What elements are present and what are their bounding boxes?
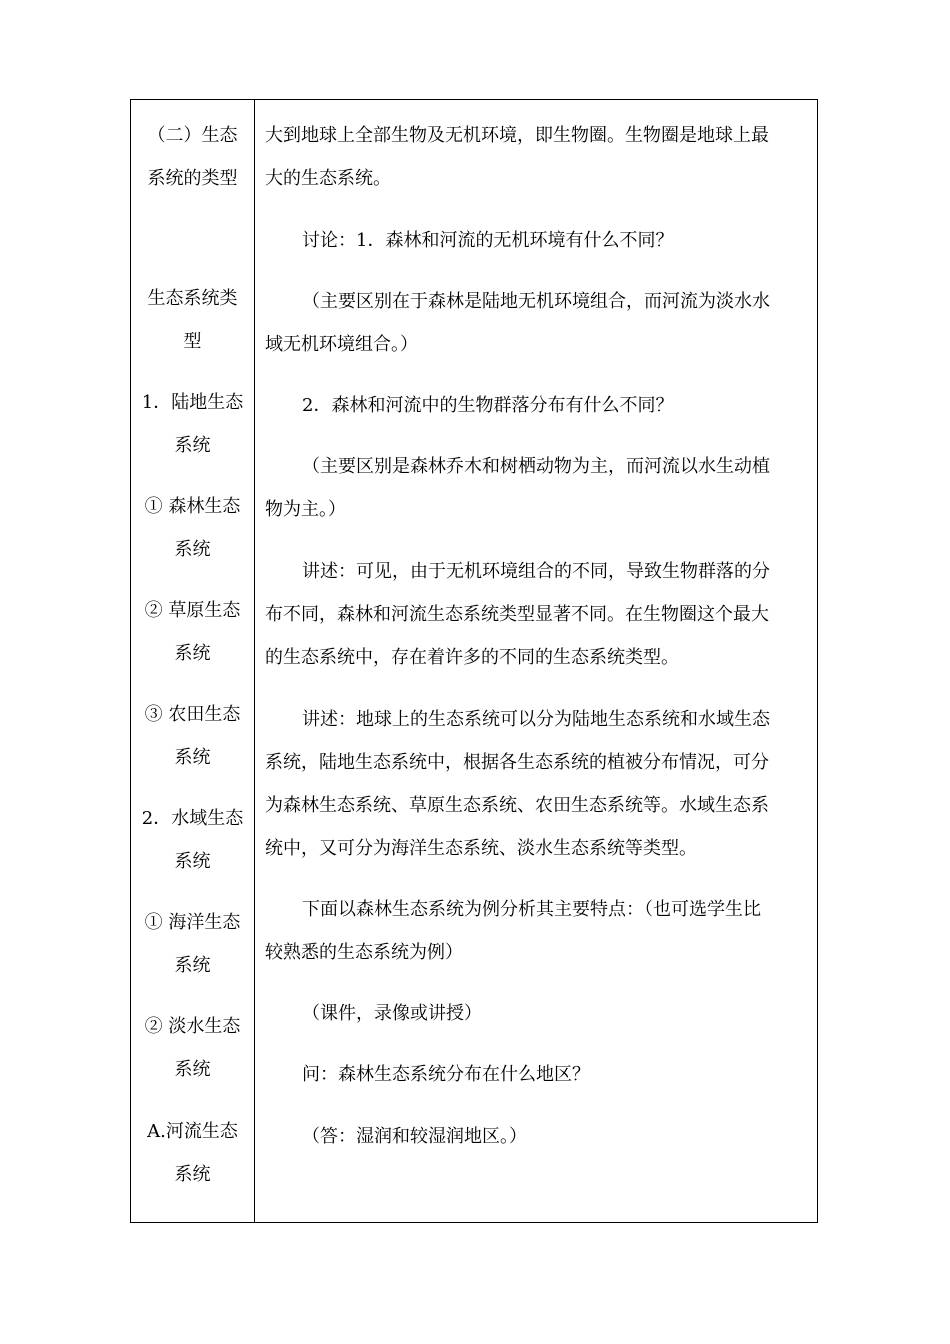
paragraph-line: 统中，又可分为海洋生态系统、淡水生态系统等类型。 (265, 838, 697, 859)
outline-line: 系统 (174, 643, 211, 664)
paragraph-line: 大的生态系统。 (265, 168, 391, 189)
outline-line: 1．陆地生态 (141, 392, 244, 413)
outline-line: 系统 (174, 955, 211, 976)
column-divider (254, 100, 255, 1222)
outline-line: 生态系统类 (147, 288, 238, 309)
outline-line: ① 森林生态 (144, 496, 241, 517)
outline-line: 型 (183, 331, 202, 352)
outline-line: 系统 (174, 851, 211, 872)
paragraph-line: （课件，录像或讲授） (302, 1003, 482, 1024)
paragraph-line: 下面以森林生态系统为例分析其主要特点：（也可选学生比 (302, 899, 761, 920)
outline-line: 系统的类型 (147, 168, 238, 189)
paragraph-line: 的生态系统中，存在着许多的不同的生态系统类型。 (265, 647, 679, 668)
outline-line: A.河流生态 (147, 1121, 238, 1142)
paragraph-line: （主要区别在于森林是陆地无机环境组合，而河流为淡水水 (302, 291, 770, 312)
outline-line: 系统 (174, 1059, 211, 1080)
paragraph-line: 大到地球上全部生物及无机环境，即生物圈。生物圈是地球上最 (265, 125, 769, 146)
outline-line: ② 淡水生态 (144, 1016, 241, 1037)
outline-line: 系统 (174, 747, 211, 768)
paragraph-line: 系统，陆地生态系统中，根据各生态系统的植被分布情况，可分 (265, 752, 769, 773)
outline-line: 系统 (174, 1164, 211, 1185)
outline-line: 系统 (174, 435, 211, 456)
outline-line: ③ 农田生态 (144, 704, 241, 725)
paragraph-line: 较熟悉的生态系统为例） (265, 942, 463, 963)
paragraph-line: 域无机环境组合。） (265, 334, 418, 355)
paragraph-line: 讲述：可见，由于无机环境组合的不同，导致生物群落的分 (302, 561, 770, 582)
paragraph-line: 讲述：地球上的生态系统可以分为陆地生态系统和水域生态 (302, 709, 770, 730)
discussion-question: 2．森林和河流中的生物群落分布有什么不同？ (302, 395, 674, 416)
paragraph-line: 物为主。） (265, 499, 346, 520)
outline-line: ② 草原生态 (144, 600, 241, 621)
outline-line: （二）生态 (147, 125, 238, 146)
outline-line: 2．水域生态 (141, 808, 244, 829)
outline-line: ① 海洋生态 (144, 912, 241, 933)
outline-line: 系统 (174, 539, 211, 560)
paragraph-line: 为森林生态系统、草原生态系统、农田生态系统等。水域生态系 (265, 795, 769, 816)
paragraph-line: 布不同，森林和河流生态系统类型显著不同。在生物圈这个最大 (265, 604, 769, 625)
discussion-question: 讨论：1．森林和河流的无机环境有什么不同？ (302, 230, 674, 251)
lesson-table (130, 99, 818, 1223)
question-line: 问：森林生态系统分布在什么地区？ (302, 1064, 590, 1085)
answer-line: （答：湿润和较湿润地区。） (302, 1126, 527, 1147)
paragraph-line: （主要区别是森林乔木和树栖动物为主，而河流以水生动植 (302, 456, 770, 477)
